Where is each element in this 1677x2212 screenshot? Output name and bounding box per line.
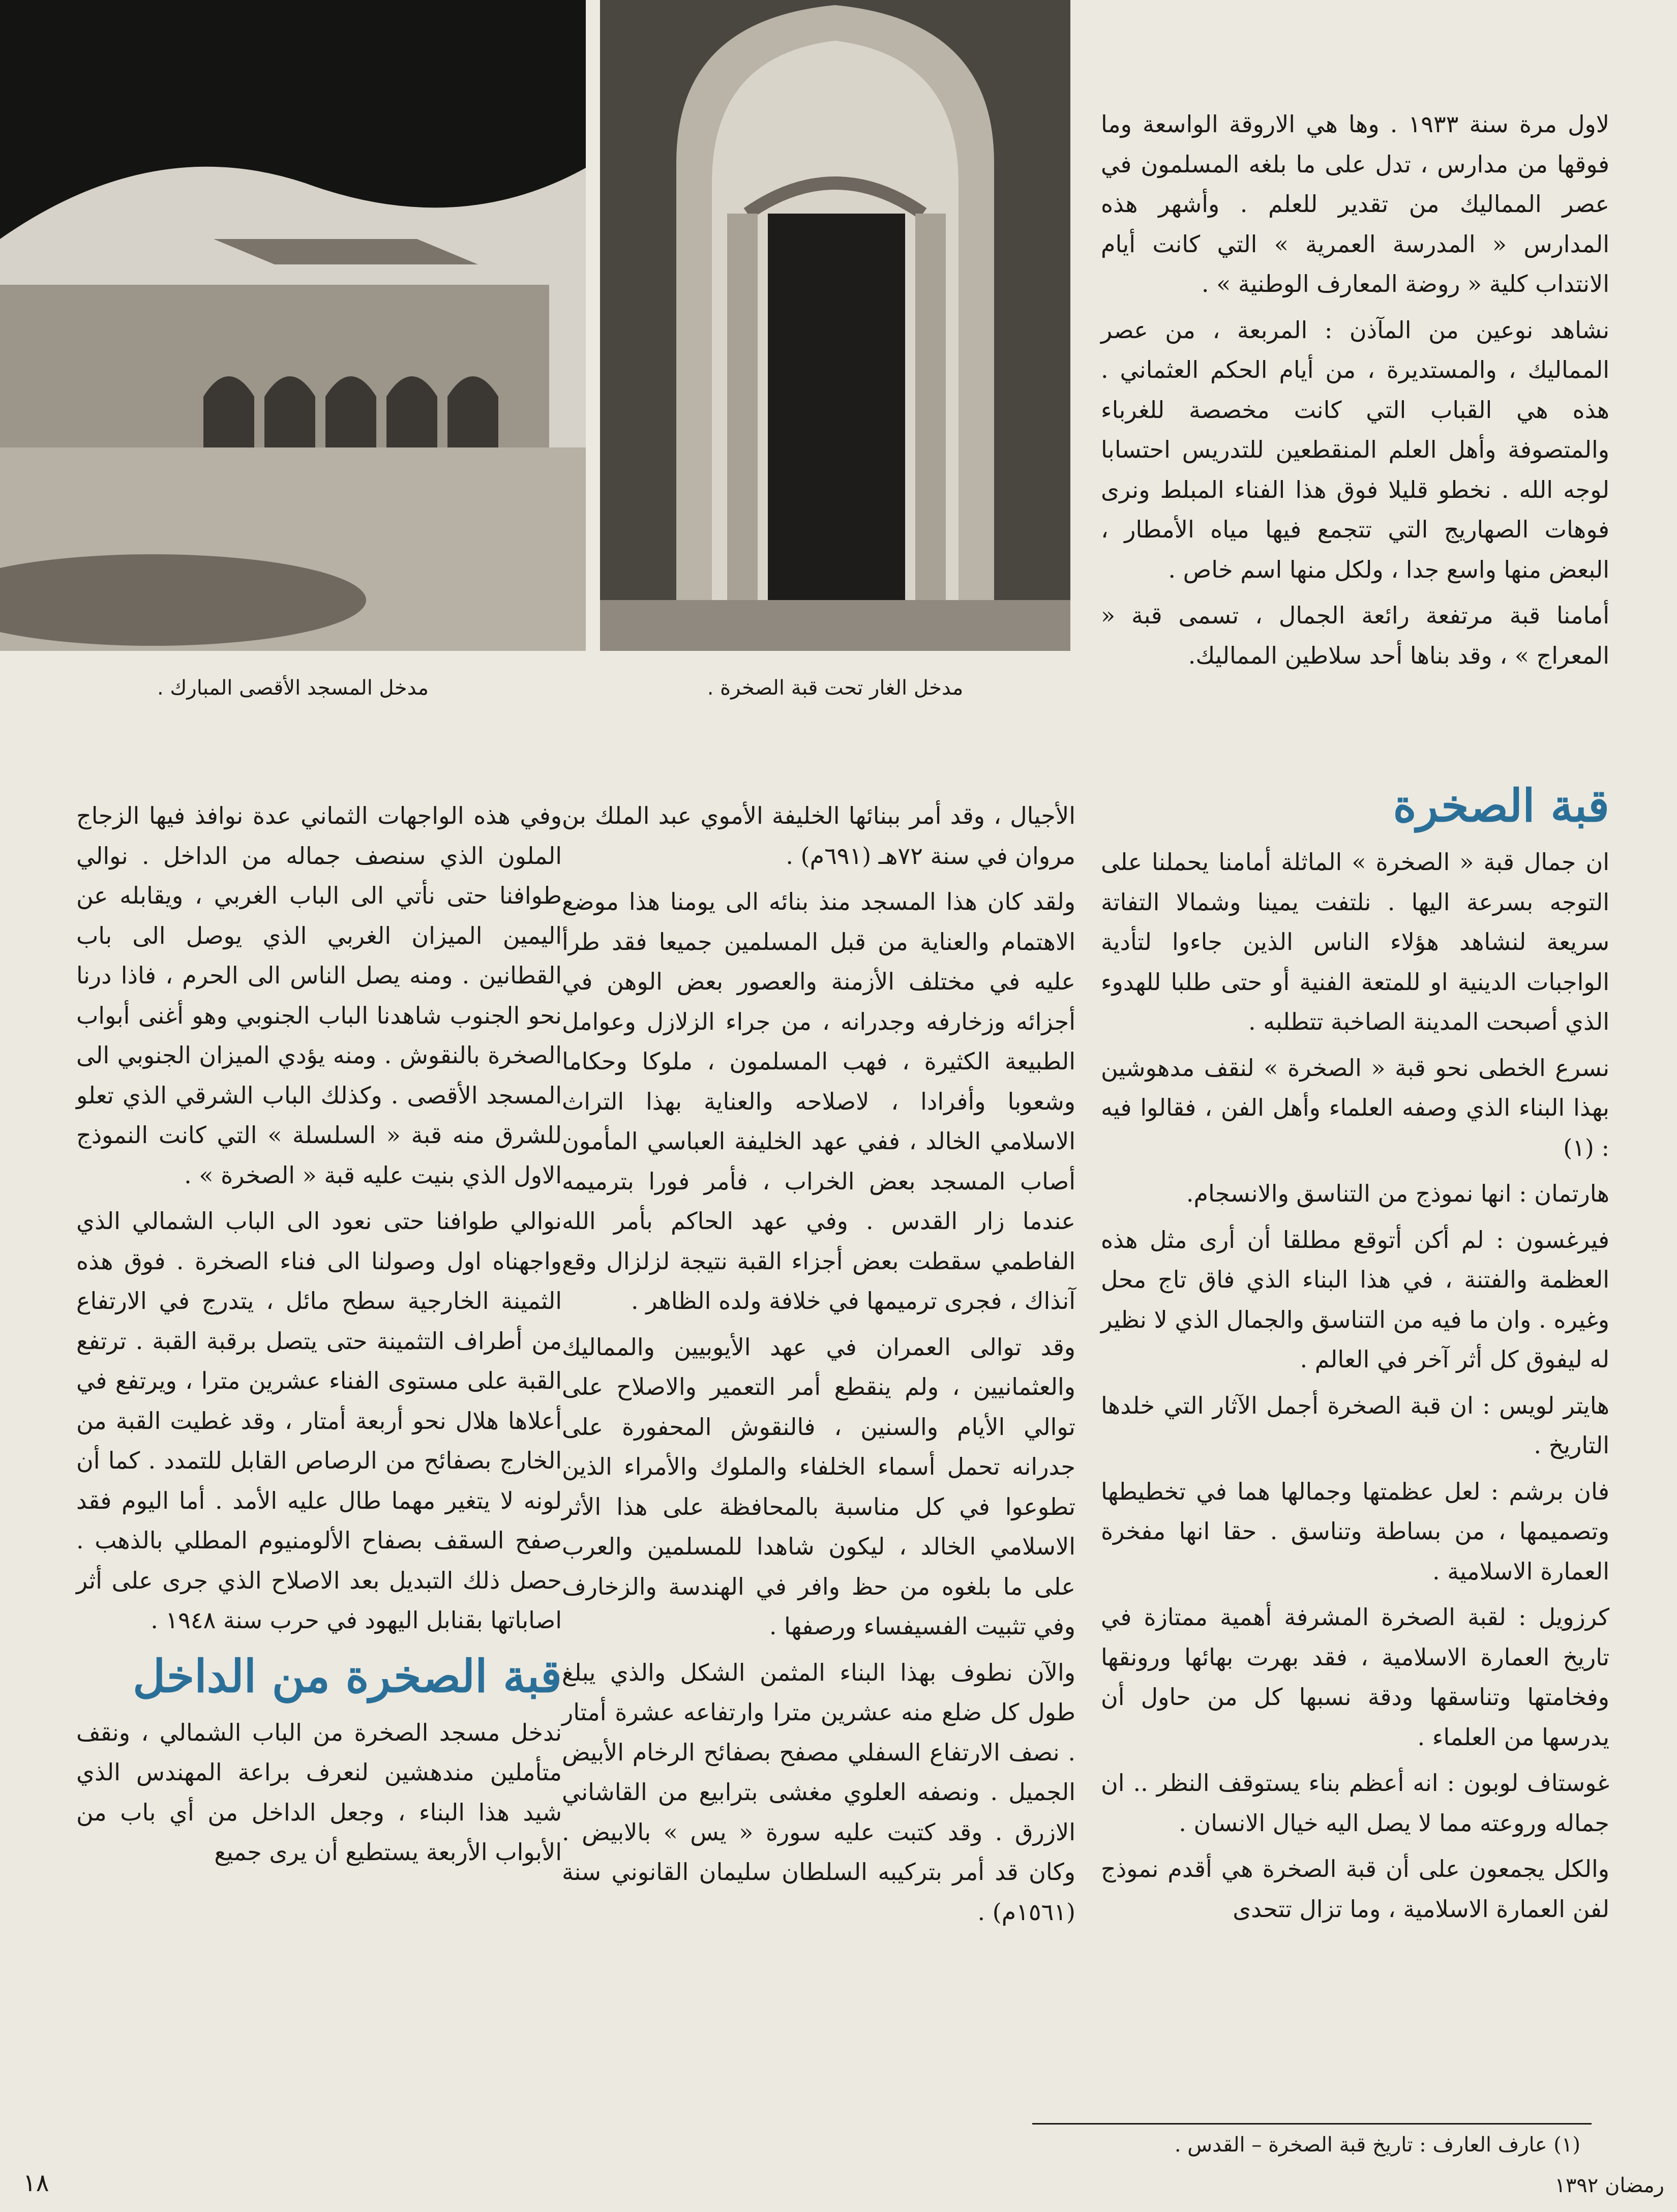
paragraph: غوستاف لوبون : انه أعظم بناء يستوقف النظر .. ان جماله وروعته مما لا يصل اليه خيال الانسان . bbox=[1101, 1769, 1609, 1837]
paragraph: والآن نطوف بهذا البناء المثمن الشكل والذي يبلغ طول كل ضلع منه عشرين مترا وارتفاعه عشرة أمتار . نصف الارتفاع السفلي مصفح بصفائح الرخام الأبيض الجميل . ونصفه العلوي مغشى بترابيع من القاشاني الازرق . وقد كتبت عليه سورة « يس » بالابيض . وكان قد أمر بتركيبه السلطان سليمان القانوني سنة (١٥٦١م) . bbox=[562, 1658, 1075, 1926]
footnote: (١) عارف العارف : تاريخ قبة الصخرة – القدس . bbox=[1174, 2133, 1580, 2157]
paragraph: هارتمان : انها نموذج من التناسق والانسجام. bbox=[1186, 1180, 1609, 1207]
photo-cave-entrance bbox=[600, 0, 1070, 651]
paragraph: ان جمال قبة « الصخرة » الماثلة أمامنا يحملنا على التوجه بسرعة اليها . نلتفت يمينا وشمالا التفاتة سريعة لنشاهد هؤلاء الناس الذين جاءوا لتأدية الواجبات الدينية او للمتعة الفنية أو حتى طلبا للهدوء الذي أصبحت المدينة الصاخبة تتطلبه . bbox=[1101, 848, 1609, 1035]
column-2 bbox=[562, 796, 1075, 1938]
paragraph: الأجيال ، وقد أمر ببنائها الخليفة الأموي عبد الملك بن مروان في سنة ٧٢هـ (٦٩١م) . bbox=[562, 802, 1075, 870]
heading-dome-inside: قبة الصخرة من الداخل bbox=[133, 1649, 562, 1702]
aqsa-entrance-image bbox=[0, 0, 586, 651]
paragraph: وقد توالى العمران في عهد الأيوبيين والمماليك والعثمانيين ، ولم ينقطع أمر التعمير والاصلاح على توالي الأيام والسنين ، فالنقوش المحفورة على جدرانه تحمل أسماء الخلفاء والملوك والأمراء الذين تطوعوا في كل مناسبة بالمحافظة على هذا الأثر الاسلامي الخالد ، ليكون شاهدا للمسلمين والعرب على ما بلغوه من حظ وافر في الهندسة والزخارف وفي تثبيت الفسيفساء ورصفها . bbox=[562, 1333, 1075, 1640]
paragraph: فان برشم : لعل عظمتها وجمالها هما في تخطيطها وتصميمها ، من بساطة وتناسق . حقا انها مفخرة العمارة الاسلامية . bbox=[1101, 1477, 1609, 1585]
paragraph: والكل يجمعون على أن قبة الصخرة هي أقدم نموذج لفن العمارة الاسلامية ، وما تزال تتحدى bbox=[1101, 1855, 1609, 1923]
heading-dome-of-rock: قبة الصخرة bbox=[1393, 779, 1609, 832]
caption-aqsa-entrance: مدخل المسجد الأقصى المبارك . bbox=[157, 676, 429, 700]
paragraph: أمامنا قبة مرتفعة رائعة الجمال ، تسمى قبة « المعراج » ، وقد بناها أحد سلاطين المماليك. bbox=[1101, 602, 1609, 669]
column-1-top bbox=[1101, 104, 1609, 681]
column-1-bottom bbox=[1101, 773, 1609, 1935]
page-number: ١٨ bbox=[23, 2169, 49, 2197]
paragraph: وفي هذه الواجهات الثماني عدة نوافذ فيها الزجاج الملون الذي سنصف جماله من الداخل . نوالي طوافنا حتى نأتي الى الباب الغربي ، ويقابله عن اليمين الميزان الغربي الذي يوصل الى باب القطانين . ومنه يصل الناس الى الحرم ، فاذا درنا نحو الجنوب شاهدنا الباب الجنوبي وهو أغنى أبواب الصخرة بالنقوش . ومنه يؤدي الميزان الجنوبي الى المسجد الأقصى . وكذلك الباب الشرقي الذي تعلو للشرق منه قبة « السلسلة » التي كانت النموذج الاول الذي بنيت عليه قبة « الصخرة » . bbox=[76, 802, 562, 1189]
paragraph: نشاهد نوعين من المآذن : المربعة ، من عصر المماليك ، والمستديرة ، من أيام الحكم العثماني . هذه هي القباب التي كانت مخصصة للغرباء والمتصوفة وأهل العلم المنقطعين للتدريس احتسابا لوجه الله . نخطو قليلا فوق هذا الفناء المبلط ونرى فوهات الصهاريج التي تتجمع فيها مياه الأمطار ، البعض منها واسع جدا ، ولكل منها اسم خاص . bbox=[1101, 316, 1609, 583]
issue-date: رمضان ١٣٩٢ bbox=[1554, 2174, 1664, 2197]
paragraph: ولقد كان هذا المسجد منذ بنائه الى يومنا هذا موضع الاهتمام والعناية من قبل المسلمين جميعا فقد طرأ عليه في مختلف الأزمنة والعصور بعض الوهن في أجزائه وزخارفه وجدرانه ، من جراء الزلازل وعوامل الطبيعة الكثيرة ، فهب المسلمون ، ملوكا وحكاما وشعوبا وأفرادا ، لاصلاحه والعناية بهذا التراث الاسلامي الخالد ، ففي عهد الخليفة العباسي المأمون أصاب المسجد بعض الخراب ، فأمر فورا بترميمه عندما زار القدس . وفي عهد الحاكم بأمر الله الفاطمي سقطت بعض أجزاء القبة نتيجة لزلزال وقع آنذاك ، فجرى ترميمها في خلافة ولده الظاهر . bbox=[562, 888, 1075, 1314]
paragraph: كرزويل : لقبة الصخرة المشرفة أهمية ممتازة في تاريخ العمارة الاسلامية ، فقد بهرت بهائها ورونقها وفخامتها وتناسقها ودقة نسبها كل من حاول أن يدرسها من العلماء . bbox=[1101, 1603, 1609, 1751]
paragraph: نسرع الخطى نحو قبة « الصخرة » لنقف مدهوشين بهذا البناء الذي وصفه العلماء وأهل الفن ، فقالوا فيه : (١) bbox=[1101, 1054, 1609, 1161]
photo-aqsa-entrance bbox=[0, 0, 586, 651]
paragraph: ندخل مسجد الصخرة من الباب الشمالي ، ونقف متأملين مندهشين لنعرف براعة المهندس الذي شيد هذا البناء ، وجعل الداخل من أي باب من الأبواب الأربعة يستطيع أن يرى جميع bbox=[76, 1718, 562, 1866]
footnote-rule bbox=[1032, 2123, 1592, 2125]
column-3 bbox=[76, 796, 562, 1878]
paragraph: هايتر لويس : ان قبة الصخرة أجمل الآثار التي خلدها التاريخ . bbox=[1101, 1391, 1609, 1459]
cave-entrance-image bbox=[600, 0, 1070, 651]
paragraph: فيرغسون : لم أكن أتوقع مطلقا أن أرى مثل هذه العظمة والفتنة ، في هذا البناء الذي فاق تاج محل وغيره . وان ما فيه من التناسق والجمال الذي لا نظير له ليفوق كل أثر آخر في العالم . bbox=[1101, 1225, 1609, 1373]
caption-cave-entrance: مدخل الغار تحت قبة الصخرة . bbox=[707, 676, 964, 700]
paragraph: لاول مرة سنة ١٩٣٣ . وها هي الاروقة الواسعة وما فوقها من مدارس ، تدل على ما بلغه المسلمون في عصر المماليك من تقدير للعلم . وأشهر هذه المدارس « المدرسة العمرية » التي كانت أيام الانتداب كلية « روضة المعارف الوطنية » . bbox=[1101, 110, 1609, 297]
paragraph: نوالي طوافنا حتى نعود الى الباب الشمالي الذي واجهناه اول وصولنا الى فناء الصخرة . فوق هذه الثمينة الخارجية سطح مائل ، يتدرج في الارتفاع من أطراف التثمينة حتى يتصل برقبة القبة . ترتفع القبة على مستوى الفناء عشرين مترا ، ويرتفع في أعلاها هلال نحو أربعة أمتار ، وقد غطيت القبة من الخارج بصفائح من الرصاص القابل للتمدد . كما أن لونه لا يتغير مهما طال عليه الأمد . أما اليوم فقد صفح السقف بصفاح الألومنيوم المطلي بالذهب . حصل ذلك التبديل بعد الاصلاح الذي جرى على أثر اصاباتها بقنابل اليهود في حرب سنة ١٩٤٨ . bbox=[76, 1207, 562, 1634]
